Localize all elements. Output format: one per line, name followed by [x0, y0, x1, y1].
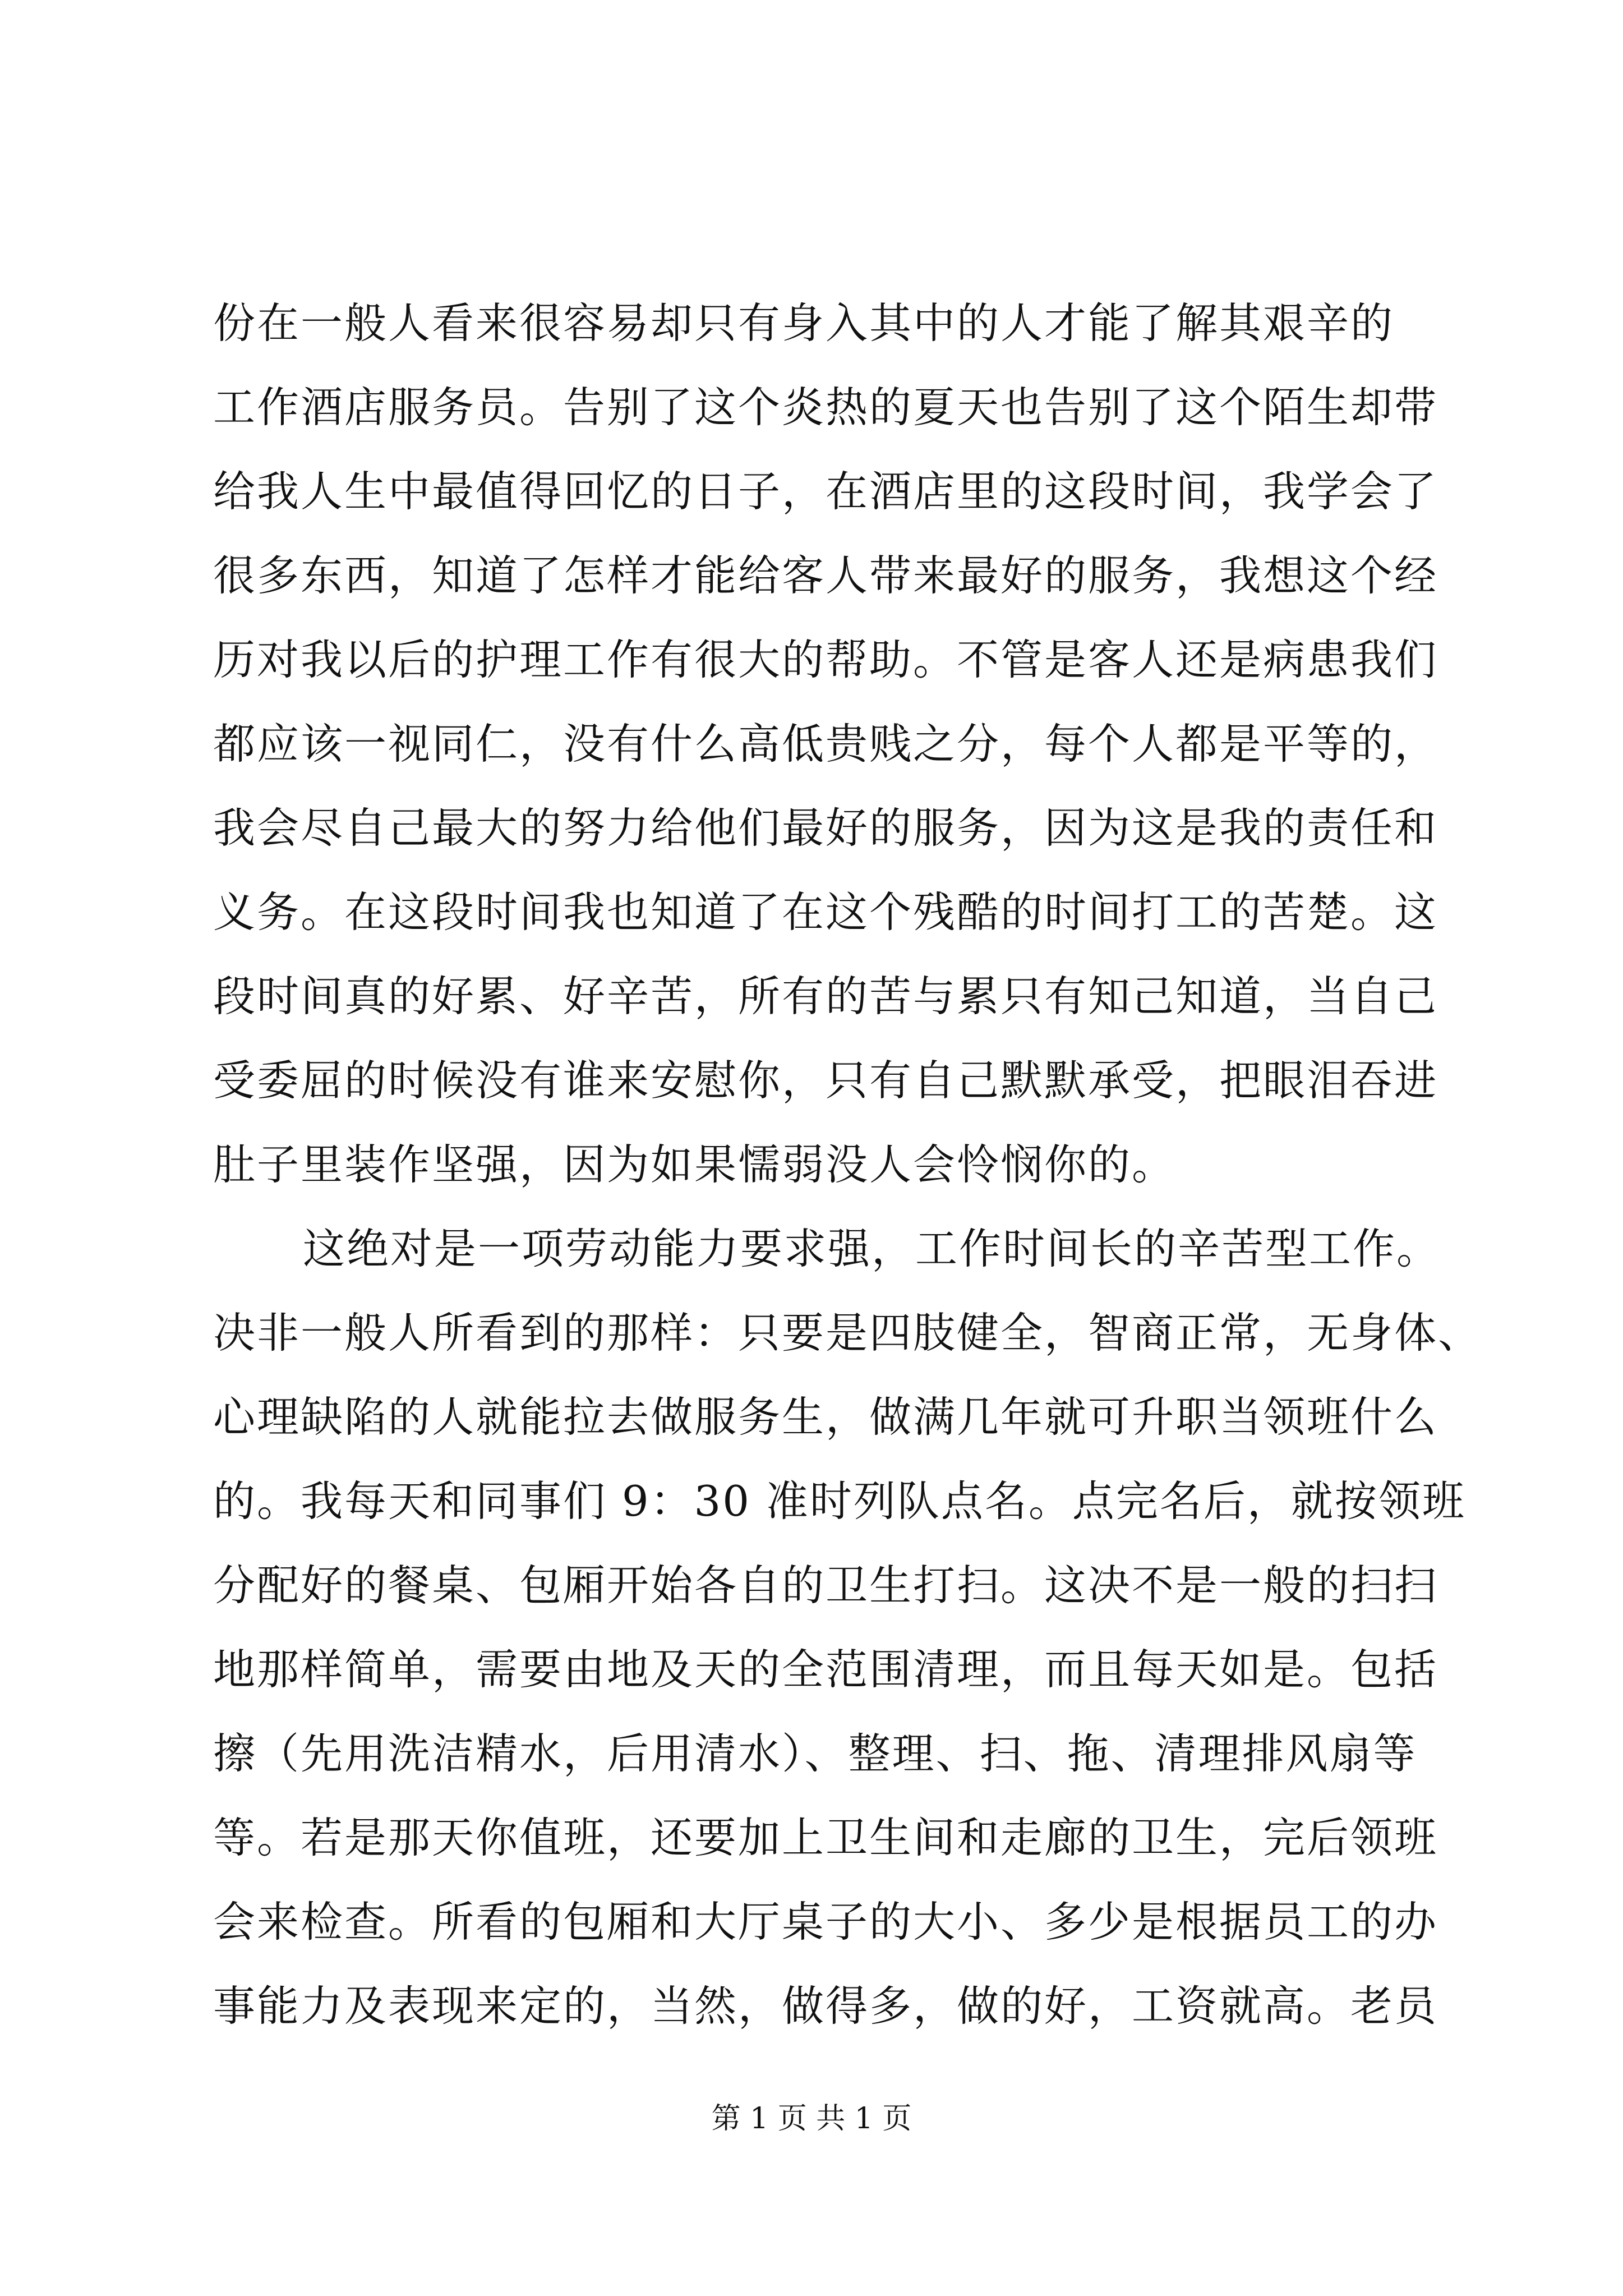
- paragraph-start-line: 这绝对是一项劳动能力要求强，工作时间长的辛苦型工作。: [303, 1224, 1441, 1273]
- text-line: 段时间真的好累、好辛苦，所有的苦与累只有知己知道，当自己: [213, 972, 1438, 1021]
- text-line: 擦（先用洗洁精水，后用清水）、整理、扫、拖、清理排风扇等: [213, 1729, 1417, 1778]
- text-line: 的。我每天和同事们 9：30 准时列队点名。点完名后，就按领班: [213, 1476, 1466, 1526]
- text-line: 都应该一视同仁，没有什么高低贵贱之分，每个人都是平等的，: [213, 719, 1438, 769]
- text-line: 我会尽自己最大的努力给他们最好的服务，因为这是我的责任和: [213, 803, 1438, 853]
- text-line: 很多东西，知道了怎样才能给客人带来最好的服务，我想这个经: [213, 551, 1438, 600]
- text-line: 决非一般人所看到的那样：只要是四肢健全，智商正常，无身体、: [213, 1308, 1482, 1358]
- text-line: 心理缺陷的人就能拉去做服务生，做满几年就可升职当领班什么: [213, 1392, 1438, 1442]
- text-line: 肚子里装作坚强，因为如果懦弱没人会怜悯你的。: [213, 1140, 1176, 1189]
- text-line: 等。若是那天你值班，还要加上卫生间和走廊的卫生，完后领班: [213, 1813, 1438, 1862]
- text-line: 会来检查。所看的包厢和大厅桌子的大小、多少是根据员工的办: [213, 1897, 1438, 1947]
- page-number-footer: 第 1 页 共 1 页: [711, 2102, 912, 2136]
- text-line: 工作酒店服务员。告别了这个炎热的夏天也告别了这个陌生却带: [213, 383, 1438, 432]
- text-line: 义务。在这段时间我也知道了在这个残酷的时间打工的苦楚。这: [213, 887, 1438, 937]
- text-line: 受委屈的时候没有谁来安慰你，只有自己默默承受，把眼泪吞进: [213, 1056, 1438, 1105]
- text-line: 分配好的餐桌、包厢开始各自的卫生打扫。这决不是一般的扫扫: [213, 1561, 1438, 1610]
- text-line: 份在一般人看来很容易却只有身入其中的人才能了解其艰辛的: [213, 298, 1395, 348]
- text-line: 事能力及表现来定的，当然，做得多，做的好，工资就高。老员: [213, 1981, 1438, 2031]
- text-line: 地那样简单，需要由地及天的全范围清理，而且每天如是。包括: [213, 1645, 1438, 1694]
- text-line: 给我人生中最值得回忆的日子，在酒店里的这段时间，我学会了: [213, 467, 1438, 516]
- text-line: 历对我以后的护理工作有很大的帮助。不管是客人还是病患我们: [213, 635, 1438, 684]
